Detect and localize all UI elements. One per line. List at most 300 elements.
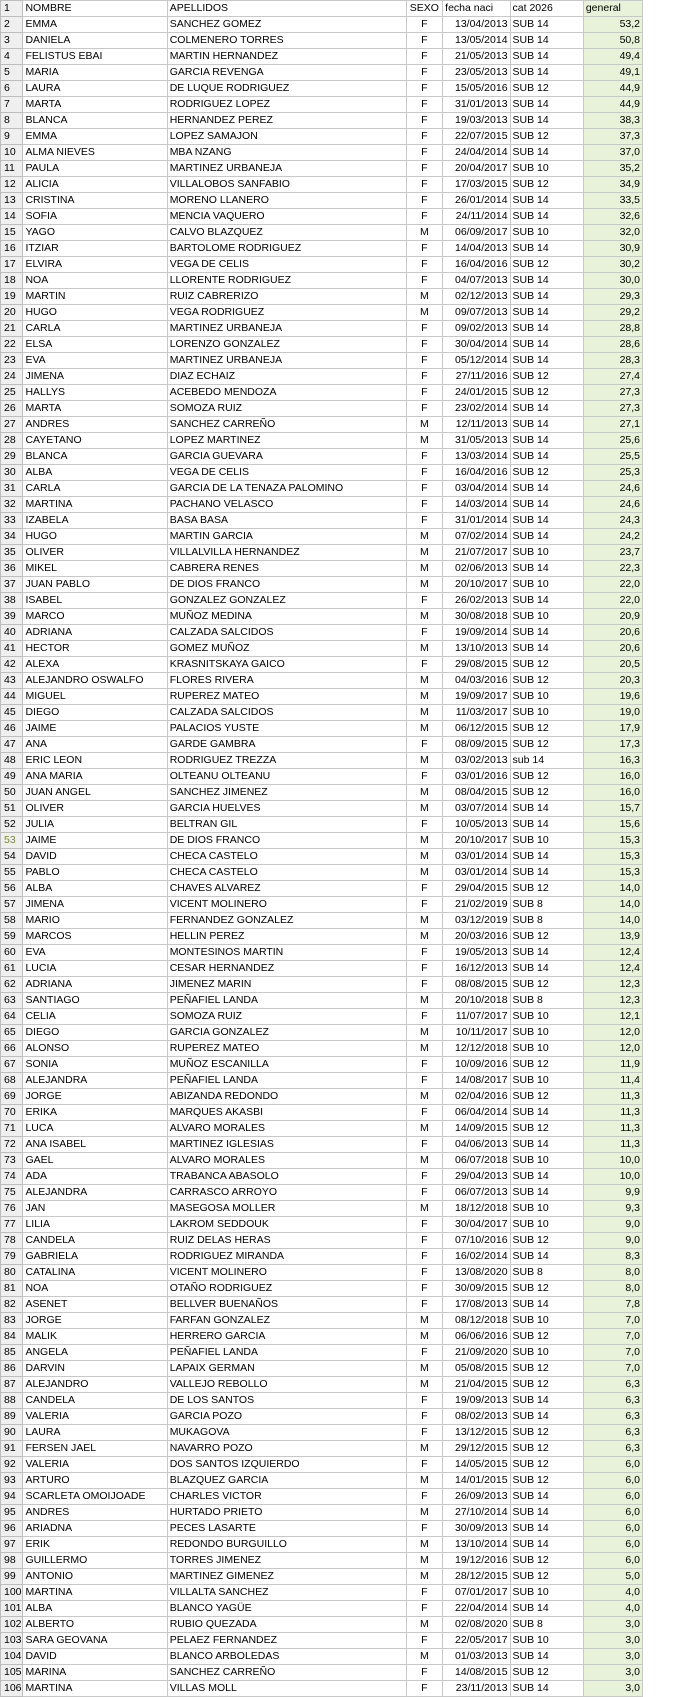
fecha-naci-cell[interactable]: 21/05/2013 xyxy=(443,49,510,65)
nombre-cell[interactable]: NOA xyxy=(23,273,167,289)
nombre-cell[interactable]: ALMA NIEVES xyxy=(23,145,167,161)
sexo-cell[interactable]: M xyxy=(406,417,443,433)
sexo-cell[interactable]: F xyxy=(406,769,443,785)
nombre-cell[interactable]: VALERIA xyxy=(23,1457,167,1473)
fecha-naci-cell[interactable]: 04/07/2013 xyxy=(443,273,510,289)
row-number[interactable]: 77 xyxy=(1,1217,23,1233)
sexo-cell[interactable]: F xyxy=(406,1073,443,1089)
nombre-cell[interactable]: MARIA xyxy=(23,65,167,81)
sexo-cell[interactable]: M xyxy=(406,721,443,737)
cat-cell[interactable]: SUB 14 xyxy=(510,1297,583,1313)
row-number[interactable]: 13 xyxy=(1,193,23,209)
row-number[interactable]: 6 xyxy=(1,81,23,97)
general-cell[interactable]: 6,0 xyxy=(583,1537,642,1553)
general-cell[interactable]: 12,0 xyxy=(583,1025,642,1041)
nombre-cell[interactable]: ALBA xyxy=(23,465,167,481)
apellidos-cell[interactable]: DE LUQUE RODRIGUEZ xyxy=(167,81,406,97)
nombre-cell[interactable]: BLANCA xyxy=(23,449,167,465)
nombre-cell[interactable]: HECTOR xyxy=(23,641,167,657)
sexo-cell[interactable]: M xyxy=(406,689,443,705)
row-number[interactable]: 2 xyxy=(1,17,23,33)
row-number[interactable]: 90 xyxy=(1,1425,23,1441)
row-number[interactable]: 96 xyxy=(1,1521,23,1537)
nombre-cell[interactable]: CATALINA xyxy=(23,1265,167,1281)
apellidos-cell[interactable]: MENCIA VAQUERO xyxy=(167,209,406,225)
fecha-naci-cell[interactable]: 07/02/2014 xyxy=(443,529,510,545)
general-cell[interactable]: 16,3 xyxy=(583,753,642,769)
sexo-cell[interactable]: F xyxy=(406,145,443,161)
nombre-cell[interactable]: JAN xyxy=(23,1201,167,1217)
cat-cell[interactable]: SUB 12 xyxy=(510,1569,583,1585)
cat-cell[interactable]: SUB 14 xyxy=(510,513,583,529)
fecha-naci-cell[interactable]: 20/04/2017 xyxy=(443,161,510,177)
row-number[interactable]: 14 xyxy=(1,209,23,225)
nombre-cell[interactable]: JULIA xyxy=(23,817,167,833)
general-cell[interactable]: 12,4 xyxy=(583,961,642,977)
apellidos-cell[interactable]: RUBIO QUEZADA xyxy=(167,1617,406,1633)
apellidos-cell[interactable]: HERRERO GARCIA xyxy=(167,1329,406,1345)
cat-cell[interactable]: SUB 14 xyxy=(510,945,583,961)
row-number[interactable]: 73 xyxy=(1,1153,23,1169)
fecha-naci-cell[interactable]: 14/08/2015 xyxy=(443,1665,510,1681)
apellidos-cell[interactable]: KRASNITSKAYA GAICO xyxy=(167,657,406,673)
sexo-cell[interactable]: F xyxy=(406,1185,443,1201)
sexo-cell[interactable]: F xyxy=(406,273,443,289)
fecha-naci-cell[interactable]: 22/05/2017 xyxy=(443,1633,510,1649)
nombre-cell[interactable]: MALIK xyxy=(23,1329,167,1345)
row-number[interactable]: 71 xyxy=(1,1121,23,1137)
nombre-cell[interactable]: LAURA xyxy=(23,1425,167,1441)
sexo-cell[interactable]: F xyxy=(406,353,443,369)
sexo-cell[interactable]: F xyxy=(406,1169,443,1185)
sexo-cell[interactable]: F xyxy=(406,897,443,913)
apellidos-cell[interactable]: MBA NZANG xyxy=(167,145,406,161)
row-number[interactable]: 55 xyxy=(1,865,23,881)
cat-cell[interactable]: SUB 12 xyxy=(510,721,583,737)
row-number[interactable]: 43 xyxy=(1,673,23,689)
cat-cell[interactable]: SUB 8 xyxy=(510,1265,583,1281)
apellidos-cell[interactable]: FLORES RIVERA xyxy=(167,673,406,689)
sexo-cell[interactable]: M xyxy=(406,561,443,577)
general-cell[interactable]: 44,9 xyxy=(583,97,642,113)
cat-cell[interactable]: SUB 12 xyxy=(510,1473,583,1489)
fecha-naci-cell[interactable]: 10/05/2013 xyxy=(443,817,510,833)
fecha-naci-cell[interactable]: 13/03/2014 xyxy=(443,449,510,465)
general-cell[interactable]: 11,3 xyxy=(583,1137,642,1153)
nombre-cell[interactable]: DAVID xyxy=(23,849,167,865)
cat-cell[interactable]: SUB 12 xyxy=(510,129,583,145)
apellidos-cell[interactable]: VEGA RODRIGUEZ xyxy=(167,305,406,321)
nombre-cell[interactable]: SCARLETA OMOIJOADE xyxy=(23,1489,167,1505)
nombre-cell[interactable]: SANTIAGO xyxy=(23,993,167,1009)
apellidos-cell[interactable]: MARTIN GARCIA xyxy=(167,529,406,545)
fecha-naci-cell[interactable]: 17/03/2015 xyxy=(443,177,510,193)
sexo-cell[interactable]: F xyxy=(406,129,443,145)
sexo-cell[interactable]: M xyxy=(406,849,443,865)
apellidos-cell[interactable]: MORENO LLANERO xyxy=(167,193,406,209)
apellidos-cell[interactable]: MUÑOZ MEDINA xyxy=(167,609,406,625)
nombre-cell[interactable]: IZABELA xyxy=(23,513,167,529)
nombre-cell[interactable]: ALICIA xyxy=(23,177,167,193)
apellidos-cell[interactable]: CALZADA SALCIDOS xyxy=(167,625,406,641)
sexo-cell[interactable]: F xyxy=(406,1393,443,1409)
apellidos-cell[interactable]: ALVARO MORALES xyxy=(167,1121,406,1137)
row-number[interactable]: 98 xyxy=(1,1553,23,1569)
apellidos-cell[interactable]: PEÑAFIEL LANDA xyxy=(167,1345,406,1361)
row-number[interactable]: 87 xyxy=(1,1377,23,1393)
nombre-cell[interactable]: MARTINA xyxy=(23,1585,167,1601)
row-number[interactable]: 66 xyxy=(1,1041,23,1057)
apellidos-cell[interactable]: SANCHEZ CARREÑO xyxy=(167,1665,406,1681)
cat-cell[interactable]: SUB 14 xyxy=(510,1537,583,1553)
fecha-naci-cell[interactable]: 27/11/2016 xyxy=(443,369,510,385)
general-cell[interactable]: 30,0 xyxy=(583,273,642,289)
apellidos-cell[interactable]: DE DIOS FRANCO xyxy=(167,577,406,593)
row-number[interactable]: 21 xyxy=(1,321,23,337)
nombre-cell[interactable]: DANIELA xyxy=(23,33,167,49)
apellidos-cell[interactable]: GARCIA GUEVARA xyxy=(167,449,406,465)
cat-cell[interactable]: SUB 14 xyxy=(510,961,583,977)
row-number[interactable]: 8 xyxy=(1,113,23,129)
sexo-cell[interactable]: M xyxy=(406,1441,443,1457)
apellidos-cell[interactable]: MARQUES AKASBI xyxy=(167,1105,406,1121)
sexo-cell[interactable]: M xyxy=(406,673,443,689)
cat-cell[interactable]: SUB 14 xyxy=(510,1249,583,1265)
apellidos-cell[interactable]: PEÑAFIEL LANDA xyxy=(167,1073,406,1089)
row-number[interactable]: 45 xyxy=(1,705,23,721)
apellidos-cell[interactable]: RODRIGUEZ MIRANDA xyxy=(167,1249,406,1265)
apellidos-cell[interactable]: GONZALEZ GONZALEZ xyxy=(167,593,406,609)
fecha-naci-cell[interactable]: 14/08/2017 xyxy=(443,1073,510,1089)
nombre-cell[interactable]: JUAN ANGEL xyxy=(23,785,167,801)
fecha-naci-cell[interactable]: 13/05/2014 xyxy=(443,33,510,49)
fecha-naci-cell[interactable]: 31/01/2014 xyxy=(443,513,510,529)
cat-cell[interactable]: SUB 8 xyxy=(510,897,583,913)
apellidos-cell[interactable]: SOMOZA RUIZ xyxy=(167,401,406,417)
fecha-naci-cell[interactable]: 07/01/2017 xyxy=(443,1585,510,1601)
nombre-cell[interactable]: ADA xyxy=(23,1169,167,1185)
row-number[interactable]: 27 xyxy=(1,417,23,433)
row-number[interactable]: 1 xyxy=(1,1,23,17)
column-header-fecha-naci[interactable]: fecha naci xyxy=(443,1,510,17)
row-number[interactable]: 102 xyxy=(1,1617,23,1633)
nombre-cell[interactable]: JORGE xyxy=(23,1313,167,1329)
nombre-cell[interactable]: ADRIANA xyxy=(23,625,167,641)
row-number[interactable]: 49 xyxy=(1,769,23,785)
fecha-naci-cell[interactable]: 30/09/2013 xyxy=(443,1521,510,1537)
fecha-naci-cell[interactable]: 16/12/2013 xyxy=(443,961,510,977)
general-cell[interactable]: 14,0 xyxy=(583,881,642,897)
sexo-cell[interactable]: M xyxy=(406,1121,443,1137)
row-number[interactable]: 30 xyxy=(1,465,23,481)
general-cell[interactable]: 20,3 xyxy=(583,673,642,689)
apellidos-cell[interactable]: CHECA CASTELO xyxy=(167,865,406,881)
general-cell[interactable]: 11,3 xyxy=(583,1121,642,1137)
fecha-naci-cell[interactable]: 14/01/2015 xyxy=(443,1473,510,1489)
cat-cell[interactable]: SUB 12 xyxy=(510,1057,583,1073)
general-cell[interactable]: 15,3 xyxy=(583,849,642,865)
sexo-cell[interactable]: F xyxy=(406,49,443,65)
sexo-cell[interactable]: M xyxy=(406,1617,443,1633)
row-number[interactable]: 56 xyxy=(1,881,23,897)
nombre-cell[interactable]: MARTINA xyxy=(23,1681,167,1697)
sexo-cell[interactable]: M xyxy=(406,993,443,1009)
fecha-naci-cell[interactable]: 24/04/2014 xyxy=(443,145,510,161)
general-cell[interactable]: 12,0 xyxy=(583,1041,642,1057)
cat-cell[interactable]: SUB 12 xyxy=(510,385,583,401)
fecha-naci-cell[interactable]: 03/12/2019 xyxy=(443,913,510,929)
row-number[interactable]: 48 xyxy=(1,753,23,769)
apellidos-cell[interactable]: VICENT MOLINERO xyxy=(167,897,406,913)
row-number[interactable]: 89 xyxy=(1,1409,23,1425)
cat-cell[interactable]: SUB 8 xyxy=(510,913,583,929)
general-cell[interactable]: 22,3 xyxy=(583,561,642,577)
cat-cell[interactable]: SUB 12 xyxy=(510,1441,583,1457)
cat-cell[interactable]: SUB 10 xyxy=(510,545,583,561)
general-cell[interactable]: 15,6 xyxy=(583,817,642,833)
fecha-naci-cell[interactable]: 02/12/2013 xyxy=(443,289,510,305)
nombre-cell[interactable]: EVA xyxy=(23,945,167,961)
sexo-cell[interactable]: F xyxy=(406,737,443,753)
apellidos-cell[interactable]: VEGA DE CELIS xyxy=(167,257,406,273)
apellidos-cell[interactable]: JIMENEZ MARIN xyxy=(167,977,406,993)
fecha-naci-cell[interactable]: 29/12/2015 xyxy=(443,1441,510,1457)
cat-cell[interactable]: SUB 14 xyxy=(510,193,583,209)
sexo-cell[interactable]: F xyxy=(406,1345,443,1361)
cat-cell[interactable]: SUB 14 xyxy=(510,145,583,161)
row-number[interactable]: 26 xyxy=(1,401,23,417)
apellidos-cell[interactable]: VILLAS MOLL xyxy=(167,1681,406,1697)
row-number[interactable]: 105 xyxy=(1,1665,23,1681)
general-cell[interactable]: 25,5 xyxy=(583,449,642,465)
sexo-cell[interactable]: F xyxy=(406,481,443,497)
sexo-cell[interactable]: M xyxy=(406,305,443,321)
apellidos-cell[interactable]: CHECA CASTELO xyxy=(167,849,406,865)
apellidos-cell[interactable]: VILLALOBOS SANFABIO xyxy=(167,177,406,193)
fecha-naci-cell[interactable]: 21/04/2015 xyxy=(443,1377,510,1393)
general-cell[interactable]: 17,3 xyxy=(583,737,642,753)
apellidos-cell[interactable]: DE DIOS FRANCO xyxy=(167,833,406,849)
nombre-cell[interactable]: LUCIA xyxy=(23,961,167,977)
cat-cell[interactable]: SUB 14 xyxy=(510,321,583,337)
fecha-naci-cell[interactable]: 14/05/2015 xyxy=(443,1457,510,1473)
fecha-naci-cell[interactable]: 03/04/2014 xyxy=(443,481,510,497)
sexo-cell[interactable]: M xyxy=(406,1089,443,1105)
row-number[interactable]: 44 xyxy=(1,689,23,705)
apellidos-cell[interactable]: CABRERA RENES xyxy=(167,561,406,577)
nombre-cell[interactable]: DIEGO xyxy=(23,1025,167,1041)
general-cell[interactable]: 6,0 xyxy=(583,1473,642,1489)
apellidos-cell[interactable]: DE LOS SANTOS xyxy=(167,1393,406,1409)
apellidos-cell[interactable]: OLTEANU OLTEANU xyxy=(167,769,406,785)
cat-cell[interactable]: SUB 10 xyxy=(510,1217,583,1233)
row-number[interactable]: 38 xyxy=(1,593,23,609)
sexo-cell[interactable]: F xyxy=(406,881,443,897)
nombre-cell[interactable]: MARTA xyxy=(23,401,167,417)
general-cell[interactable]: 20,6 xyxy=(583,625,642,641)
sexo-cell[interactable]: F xyxy=(406,593,443,609)
fecha-naci-cell[interactable]: 05/12/2014 xyxy=(443,353,510,369)
general-cell[interactable]: 3,0 xyxy=(583,1633,642,1649)
general-cell[interactable]: 37,3 xyxy=(583,129,642,145)
general-cell[interactable]: 50,8 xyxy=(583,33,642,49)
cat-cell[interactable]: SUB 12 xyxy=(510,1281,583,1297)
general-cell[interactable]: 3,0 xyxy=(583,1681,642,1697)
row-number[interactable]: 84 xyxy=(1,1329,23,1345)
apellidos-cell[interactable]: BARTOLOME RODRIGUEZ xyxy=(167,241,406,257)
cat-cell[interactable]: SUB 14 xyxy=(510,449,583,465)
apellidos-cell[interactable]: DIAZ ECHAIZ xyxy=(167,369,406,385)
nombre-cell[interactable]: ANA MARIA xyxy=(23,769,167,785)
apellidos-cell[interactable]: PELAEZ FERNANDEZ xyxy=(167,1633,406,1649)
row-number[interactable]: 5 xyxy=(1,65,23,81)
nombre-cell[interactable]: LILIA xyxy=(23,1217,167,1233)
row-number[interactable]: 58 xyxy=(1,913,23,929)
sexo-cell[interactable]: F xyxy=(406,449,443,465)
sexo-cell[interactable]: F xyxy=(406,1249,443,1265)
nombre-cell[interactable]: LUCA xyxy=(23,1121,167,1137)
fecha-naci-cell[interactable]: 06/09/2017 xyxy=(443,225,510,241)
sexo-cell[interactable]: F xyxy=(406,33,443,49)
sexo-cell[interactable]: F xyxy=(406,385,443,401)
sexo-cell[interactable]: M xyxy=(406,1473,443,1489)
row-number[interactable]: 104 xyxy=(1,1649,23,1665)
fecha-naci-cell[interactable]: 06/04/2014 xyxy=(443,1105,510,1121)
sexo-cell[interactable]: F xyxy=(406,17,443,33)
row-number[interactable]: 72 xyxy=(1,1137,23,1153)
fecha-naci-cell[interactable]: 30/04/2014 xyxy=(443,337,510,353)
cat-cell[interactable]: SUB 12 xyxy=(510,81,583,97)
column-header-general[interactable]: general xyxy=(583,1,642,17)
sexo-cell[interactable]: F xyxy=(406,369,443,385)
fecha-naci-cell[interactable]: 06/12/2015 xyxy=(443,721,510,737)
fecha-naci-cell[interactable]: 08/02/2013 xyxy=(443,1409,510,1425)
nombre-cell[interactable]: BLANCA xyxy=(23,113,167,129)
nombre-cell[interactable]: YAGO xyxy=(23,225,167,241)
apellidos-cell[interactable]: FARFAN GONZALEZ xyxy=(167,1313,406,1329)
apellidos-cell[interactable]: RODRIGUEZ TREZZA xyxy=(167,753,406,769)
general-cell[interactable]: 6,0 xyxy=(583,1553,642,1569)
apellidos-cell[interactable]: OTAÑO RODRIGUEZ xyxy=(167,1281,406,1297)
apellidos-cell[interactable]: RUIZ CABRERIZO xyxy=(167,289,406,305)
row-number[interactable]: 40 xyxy=(1,625,23,641)
row-number[interactable]: 22 xyxy=(1,337,23,353)
fecha-naci-cell[interactable]: 02/06/2013 xyxy=(443,561,510,577)
row-number[interactable]: 10 xyxy=(1,145,23,161)
general-cell[interactable]: 20,5 xyxy=(583,657,642,673)
apellidos-cell[interactable]: MASEGOSA MOLLER xyxy=(167,1201,406,1217)
row-number[interactable]: 33 xyxy=(1,513,23,529)
fecha-naci-cell[interactable]: 02/04/2016 xyxy=(443,1089,510,1105)
row-number[interactable]: 42 xyxy=(1,657,23,673)
row-number[interactable]: 15 xyxy=(1,225,23,241)
sexo-cell[interactable]: M xyxy=(406,705,443,721)
apellidos-cell[interactable]: COLMENERO TORRES xyxy=(167,33,406,49)
fecha-naci-cell[interactable]: 16/04/2016 xyxy=(443,257,510,273)
general-cell[interactable]: 11,4 xyxy=(583,1073,642,1089)
fecha-naci-cell[interactable]: 02/08/2020 xyxy=(443,1617,510,1633)
nombre-cell[interactable]: ARTURO xyxy=(23,1473,167,1489)
nombre-cell[interactable]: HUGO xyxy=(23,305,167,321)
sexo-cell[interactable]: F xyxy=(406,497,443,513)
row-number[interactable]: 41 xyxy=(1,641,23,657)
row-number[interactable]: 36 xyxy=(1,561,23,577)
general-cell[interactable]: 6,0 xyxy=(583,1489,642,1505)
apellidos-cell[interactable]: MARTINEZ URBANEJA xyxy=(167,321,406,337)
cat-cell[interactable]: SUB 14 xyxy=(510,1681,583,1697)
cat-cell[interactable]: SUB 14 xyxy=(510,849,583,865)
general-cell[interactable]: 29,2 xyxy=(583,305,642,321)
general-cell[interactable]: 22,0 xyxy=(583,577,642,593)
nombre-cell[interactable]: MARTIN xyxy=(23,289,167,305)
nombre-cell[interactable]: MARIO xyxy=(23,913,167,929)
fecha-naci-cell[interactable]: 10/09/2016 xyxy=(443,1057,510,1073)
nombre-cell[interactable]: ALONSO xyxy=(23,1041,167,1057)
sexo-cell[interactable]: M xyxy=(406,433,443,449)
row-number[interactable]: 16 xyxy=(1,241,23,257)
cat-cell[interactable]: SUB 12 xyxy=(510,1361,583,1377)
nombre-cell[interactable]: EMMA xyxy=(23,129,167,145)
sexo-cell[interactable]: M xyxy=(406,929,443,945)
general-cell[interactable]: 6,0 xyxy=(583,1505,642,1521)
general-cell[interactable]: 6,3 xyxy=(583,1393,642,1409)
sexo-cell[interactable]: M xyxy=(406,225,443,241)
general-cell[interactable]: 53,2 xyxy=(583,17,642,33)
apellidos-cell[interactable]: CALVO BLAZQUEZ xyxy=(167,225,406,241)
row-number[interactable]: 47 xyxy=(1,737,23,753)
row-number[interactable]: 99 xyxy=(1,1569,23,1585)
general-cell[interactable]: 11,3 xyxy=(583,1089,642,1105)
general-cell[interactable]: 20,6 xyxy=(583,641,642,657)
apellidos-cell[interactable]: GARCIA HUELVES xyxy=(167,801,406,817)
general-cell[interactable]: 8,0 xyxy=(583,1281,642,1297)
nombre-cell[interactable]: JAIME xyxy=(23,721,167,737)
fecha-naci-cell[interactable]: 08/09/2015 xyxy=(443,737,510,753)
row-number[interactable]: 11 xyxy=(1,161,23,177)
general-cell[interactable]: 24,2 xyxy=(583,529,642,545)
apellidos-cell[interactable]: TRABANCA ABASOLO xyxy=(167,1169,406,1185)
fecha-naci-cell[interactable]: 04/06/2013 xyxy=(443,1137,510,1153)
cat-cell[interactable]: SUB 14 xyxy=(510,561,583,577)
general-cell[interactable]: 30,2 xyxy=(583,257,642,273)
apellidos-cell[interactable]: MARTINEZ GIMENEZ xyxy=(167,1569,406,1585)
apellidos-cell[interactable]: TORRES JIMENEZ xyxy=(167,1553,406,1569)
cat-cell[interactable]: SUB 14 xyxy=(510,1105,583,1121)
fecha-naci-cell[interactable]: 30/08/2018 xyxy=(443,609,510,625)
row-number[interactable]: 62 xyxy=(1,977,23,993)
general-cell[interactable]: 3,0 xyxy=(583,1665,642,1681)
cat-cell[interactable]: SUB 14 xyxy=(510,1137,583,1153)
row-number[interactable]: 63 xyxy=(1,993,23,1009)
apellidos-cell[interactable]: CHARLES VICTOR xyxy=(167,1489,406,1505)
nombre-cell[interactable]: MARTA xyxy=(23,97,167,113)
nombre-cell[interactable]: JORGE xyxy=(23,1089,167,1105)
nombre-cell[interactable]: GUILLERMO xyxy=(23,1553,167,1569)
apellidos-cell[interactable]: MUÑOZ ESCANILLA xyxy=(167,1057,406,1073)
apellidos-cell[interactable]: CESAR HERNANDEZ xyxy=(167,961,406,977)
fecha-naci-cell[interactable]: 23/05/2013 xyxy=(443,65,510,81)
fecha-naci-cell[interactable]: 29/08/2015 xyxy=(443,657,510,673)
cat-cell[interactable]: SUB 12 xyxy=(510,881,583,897)
sexo-cell[interactable]: F xyxy=(406,1601,443,1617)
apellidos-cell[interactable]: HERNANDEZ PEREZ xyxy=(167,113,406,129)
sexo-cell[interactable]: F xyxy=(406,1489,443,1505)
cat-cell[interactable]: SUB 12 xyxy=(510,1329,583,1345)
general-cell[interactable]: 6,0 xyxy=(583,1521,642,1537)
sexo-cell[interactable]: F xyxy=(406,465,443,481)
apellidos-cell[interactable]: RUPEREZ MATEO xyxy=(167,1041,406,1057)
apellidos-cell[interactable]: GARDE GAMBRA xyxy=(167,737,406,753)
